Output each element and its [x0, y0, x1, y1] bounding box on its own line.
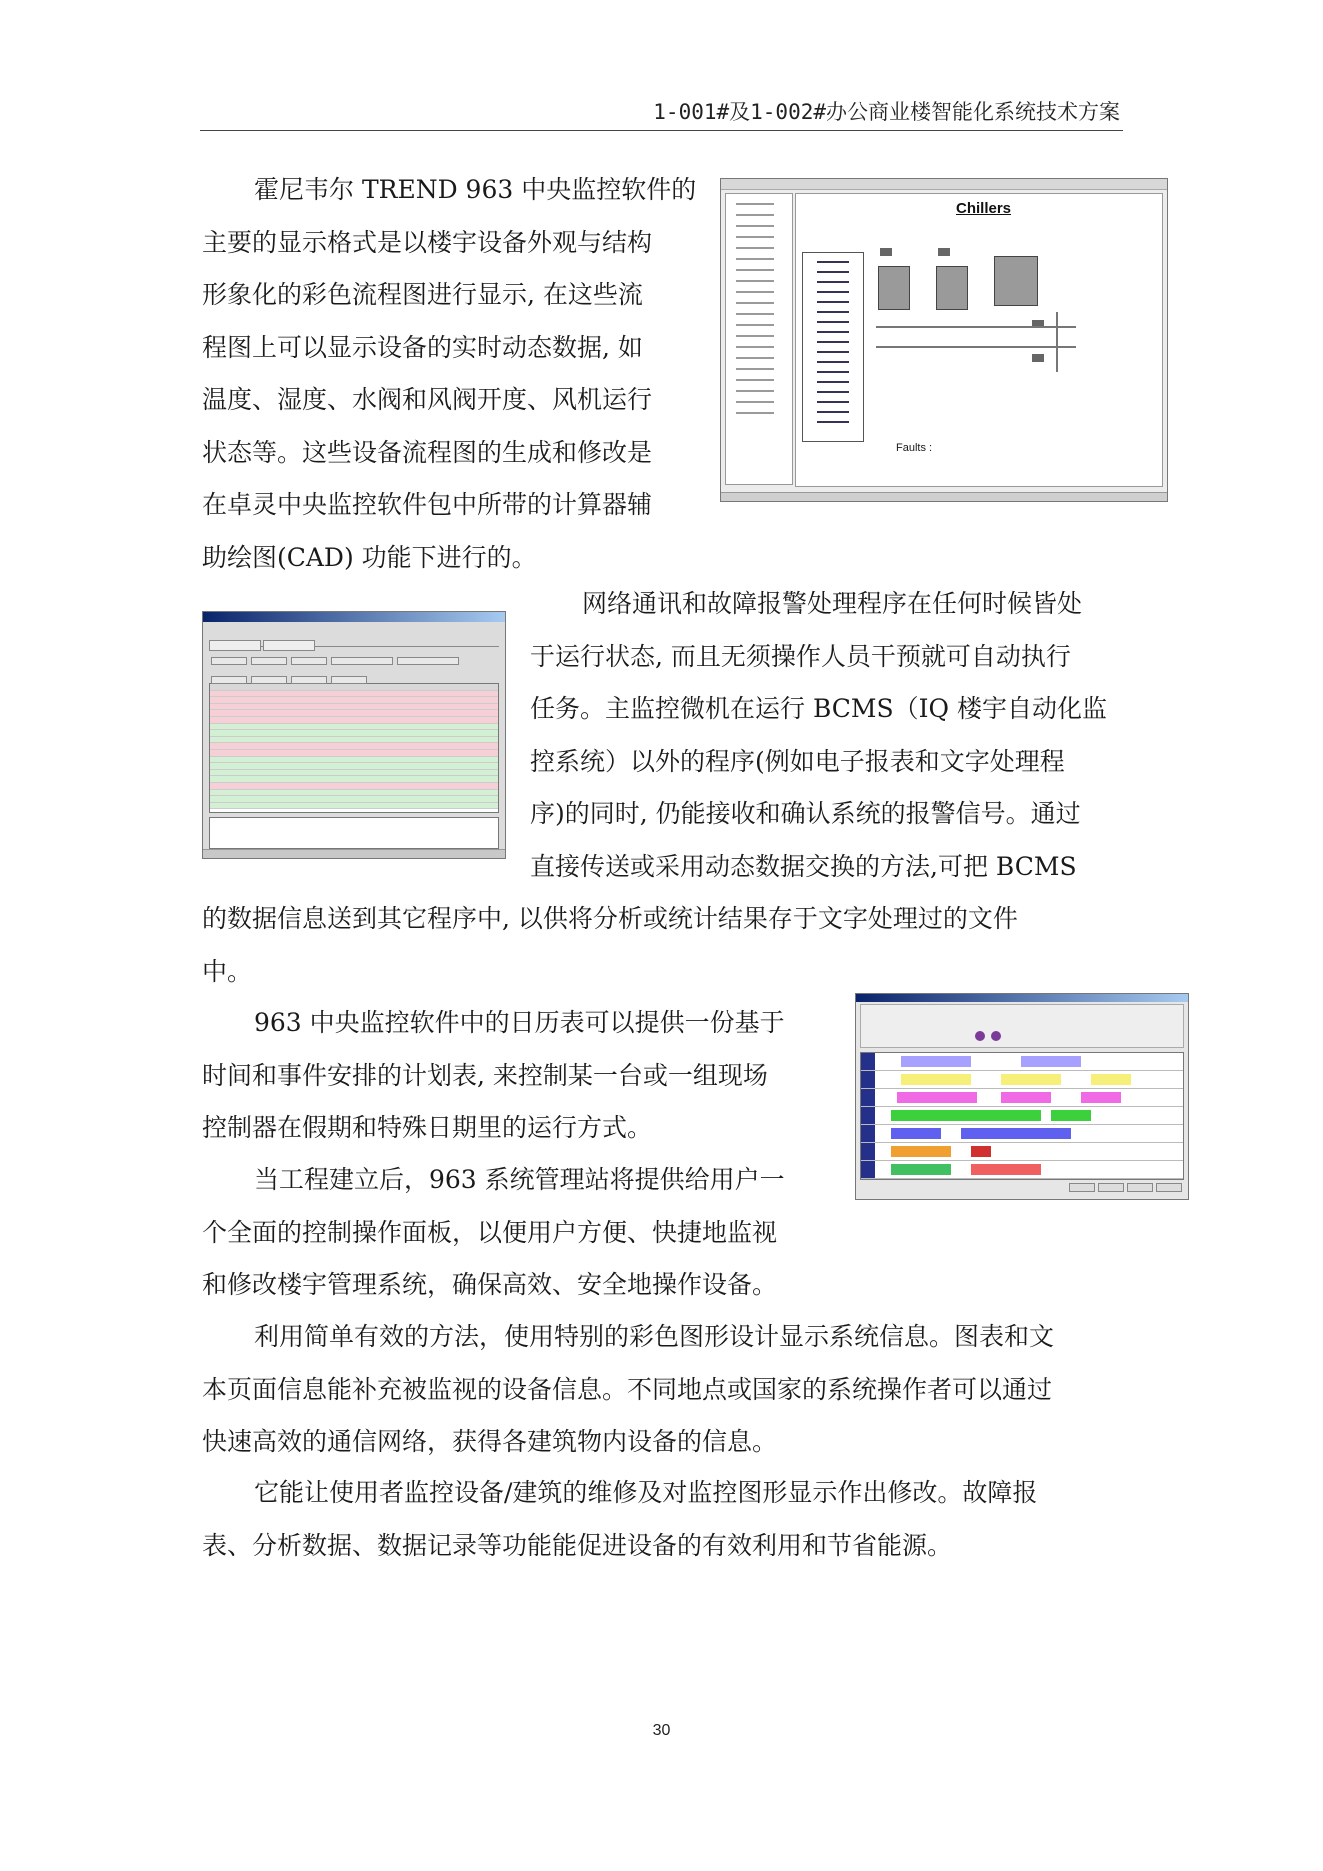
text-line: 于运行状态, 而且无须操作人员干预就可自动执行: [530, 641, 1071, 671]
text-line: 程图上可以显示设备的实时动态数据, 如: [202, 332, 643, 362]
text-line: 时间和事件安排的计划表, 来控制某一台或一组现场: [202, 1060, 768, 1090]
schedule-settings: [860, 1004, 1184, 1048]
scheduler-screenshot: [855, 993, 1189, 1200]
value-box: [1032, 354, 1044, 362]
text-line: 任务。主监控微机在运行 BCMS（IQ 楼宇自动化监: [530, 694, 1107, 723]
value-box: [880, 248, 892, 256]
alarm-detail-panel: [209, 817, 499, 849]
text-line: 控制器在假期和特殊日期里的运行方式。: [202, 1113, 653, 1142]
alarm-viewer-screenshot: [202, 611, 506, 859]
dialog-buttons: [1066, 1177, 1182, 1196]
paragraph-2-continued: [202, 893, 1018, 998]
window-titlebar: [856, 994, 1188, 1002]
paragraph-3: [202, 997, 785, 1155]
text-line: 形象化的彩色流程图进行显示, 在这些流: [202, 280, 643, 309]
text-line: 快速高效的通信网络，获得各建筑物内设备的信息。: [202, 1427, 778, 1456]
text-line: 和修改楼宇管理系统，确保高效、安全地操作设备。: [202, 1270, 778, 1299]
chiller-unit-1: [878, 266, 910, 310]
text-line: 在卓灵中央监控软件包中所带的计算器辅: [202, 490, 653, 519]
text-line: 助绘图(CAD) 功能下进行的。: [202, 542, 537, 572]
window-statusbar: [203, 849, 505, 858]
pipe-line: [1056, 312, 1058, 372]
value-box: [938, 248, 950, 256]
paragraph-1: [202, 164, 696, 584]
text-line: 状态等。这些设备流程图的生成和修改是: [202, 437, 653, 467]
alarm-table: [209, 683, 499, 813]
text-line: 表、分析数据、数据记录等功能能促进设备的有效利用和节省能源。: [202, 1530, 953, 1560]
text-line: 的数据信息送到其它程序中, 以供将分析或统计结果存于文字处理过的文件: [202, 904, 1018, 933]
text-line: 控系统）以外的程序(例如电子报表和文字处理程: [530, 746, 1065, 776]
text-line: 当工程建立后，963 系统管理站将提供给用户一: [254, 1165, 785, 1194]
navigator-panel: [802, 252, 864, 442]
paragraph-5: [202, 1311, 1054, 1469]
option-dot: [975, 1031, 985, 1041]
chillers-canvas: [795, 193, 1163, 487]
text-line: 主要的显示格式是以楼宇设备外观与结构: [202, 227, 653, 257]
paragraph-4: [202, 1154, 785, 1312]
filter-controls: [209, 651, 499, 679]
paragraph-6: [202, 1467, 1037, 1572]
screenshot-statusbar: [721, 492, 1167, 501]
text-line: 利用简单有效的方法，使用特别的彩色图形设计显示系统信息。图表和文: [254, 1322, 1055, 1351]
text-line: 直接传送或采用动态数据交换的方法,可把 BCMS: [530, 851, 1077, 881]
document-title: 1-001#及1-002#办公商业楼智能化系统技术方案: [653, 100, 1120, 124]
text-line: 序)的同时, 仍能接收和确认系统的报警信号。通过: [530, 799, 1081, 828]
schedule-grid: [860, 1052, 1184, 1180]
screenshot-tree-panel: [725, 193, 793, 485]
cooling-tower: [994, 256, 1038, 306]
text-line: 本页面信息能补充被监视的设备信息。不同地点或国家的系统操作者可以通过: [202, 1374, 1053, 1404]
text-line: 中。: [202, 956, 253, 986]
text-line: 963 中央监控软件中的日历表可以提供一份基于: [254, 1008, 785, 1037]
text-line: 它能让使用者监控设备/建筑的维修及对监控图形显示作出修改。故障报: [254, 1478, 1038, 1507]
text-line: 个全面的控制操作面板，以便用户方便、快捷地监视: [202, 1217, 778, 1247]
option-dot: [991, 1031, 1001, 1041]
chillers-title: Chillers: [956, 200, 1012, 217]
paragraph-2: [530, 578, 1107, 893]
faults-label: Faults :: [896, 442, 933, 454]
pipe-line: [876, 326, 1076, 328]
header-rule: [200, 130, 1123, 131]
screenshot-menubar: [721, 179, 1167, 190]
chiller-unit-2: [936, 266, 968, 310]
window-titlebar: [203, 612, 505, 622]
pipe-line: [876, 346, 1076, 348]
text-line: 网络通讯和故障报警处理程序在任何时候皆处: [582, 589, 1083, 618]
page-number: 30: [652, 1722, 671, 1739]
chillers-screenshot: [720, 178, 1168, 502]
text-line: 温度、湿度、水阀和风阀开度、风机运行: [202, 385, 653, 414]
tab-strip: [209, 636, 499, 647]
text-line: 霍尼韦尔 TREND 963 中央监控软件的: [254, 175, 697, 204]
